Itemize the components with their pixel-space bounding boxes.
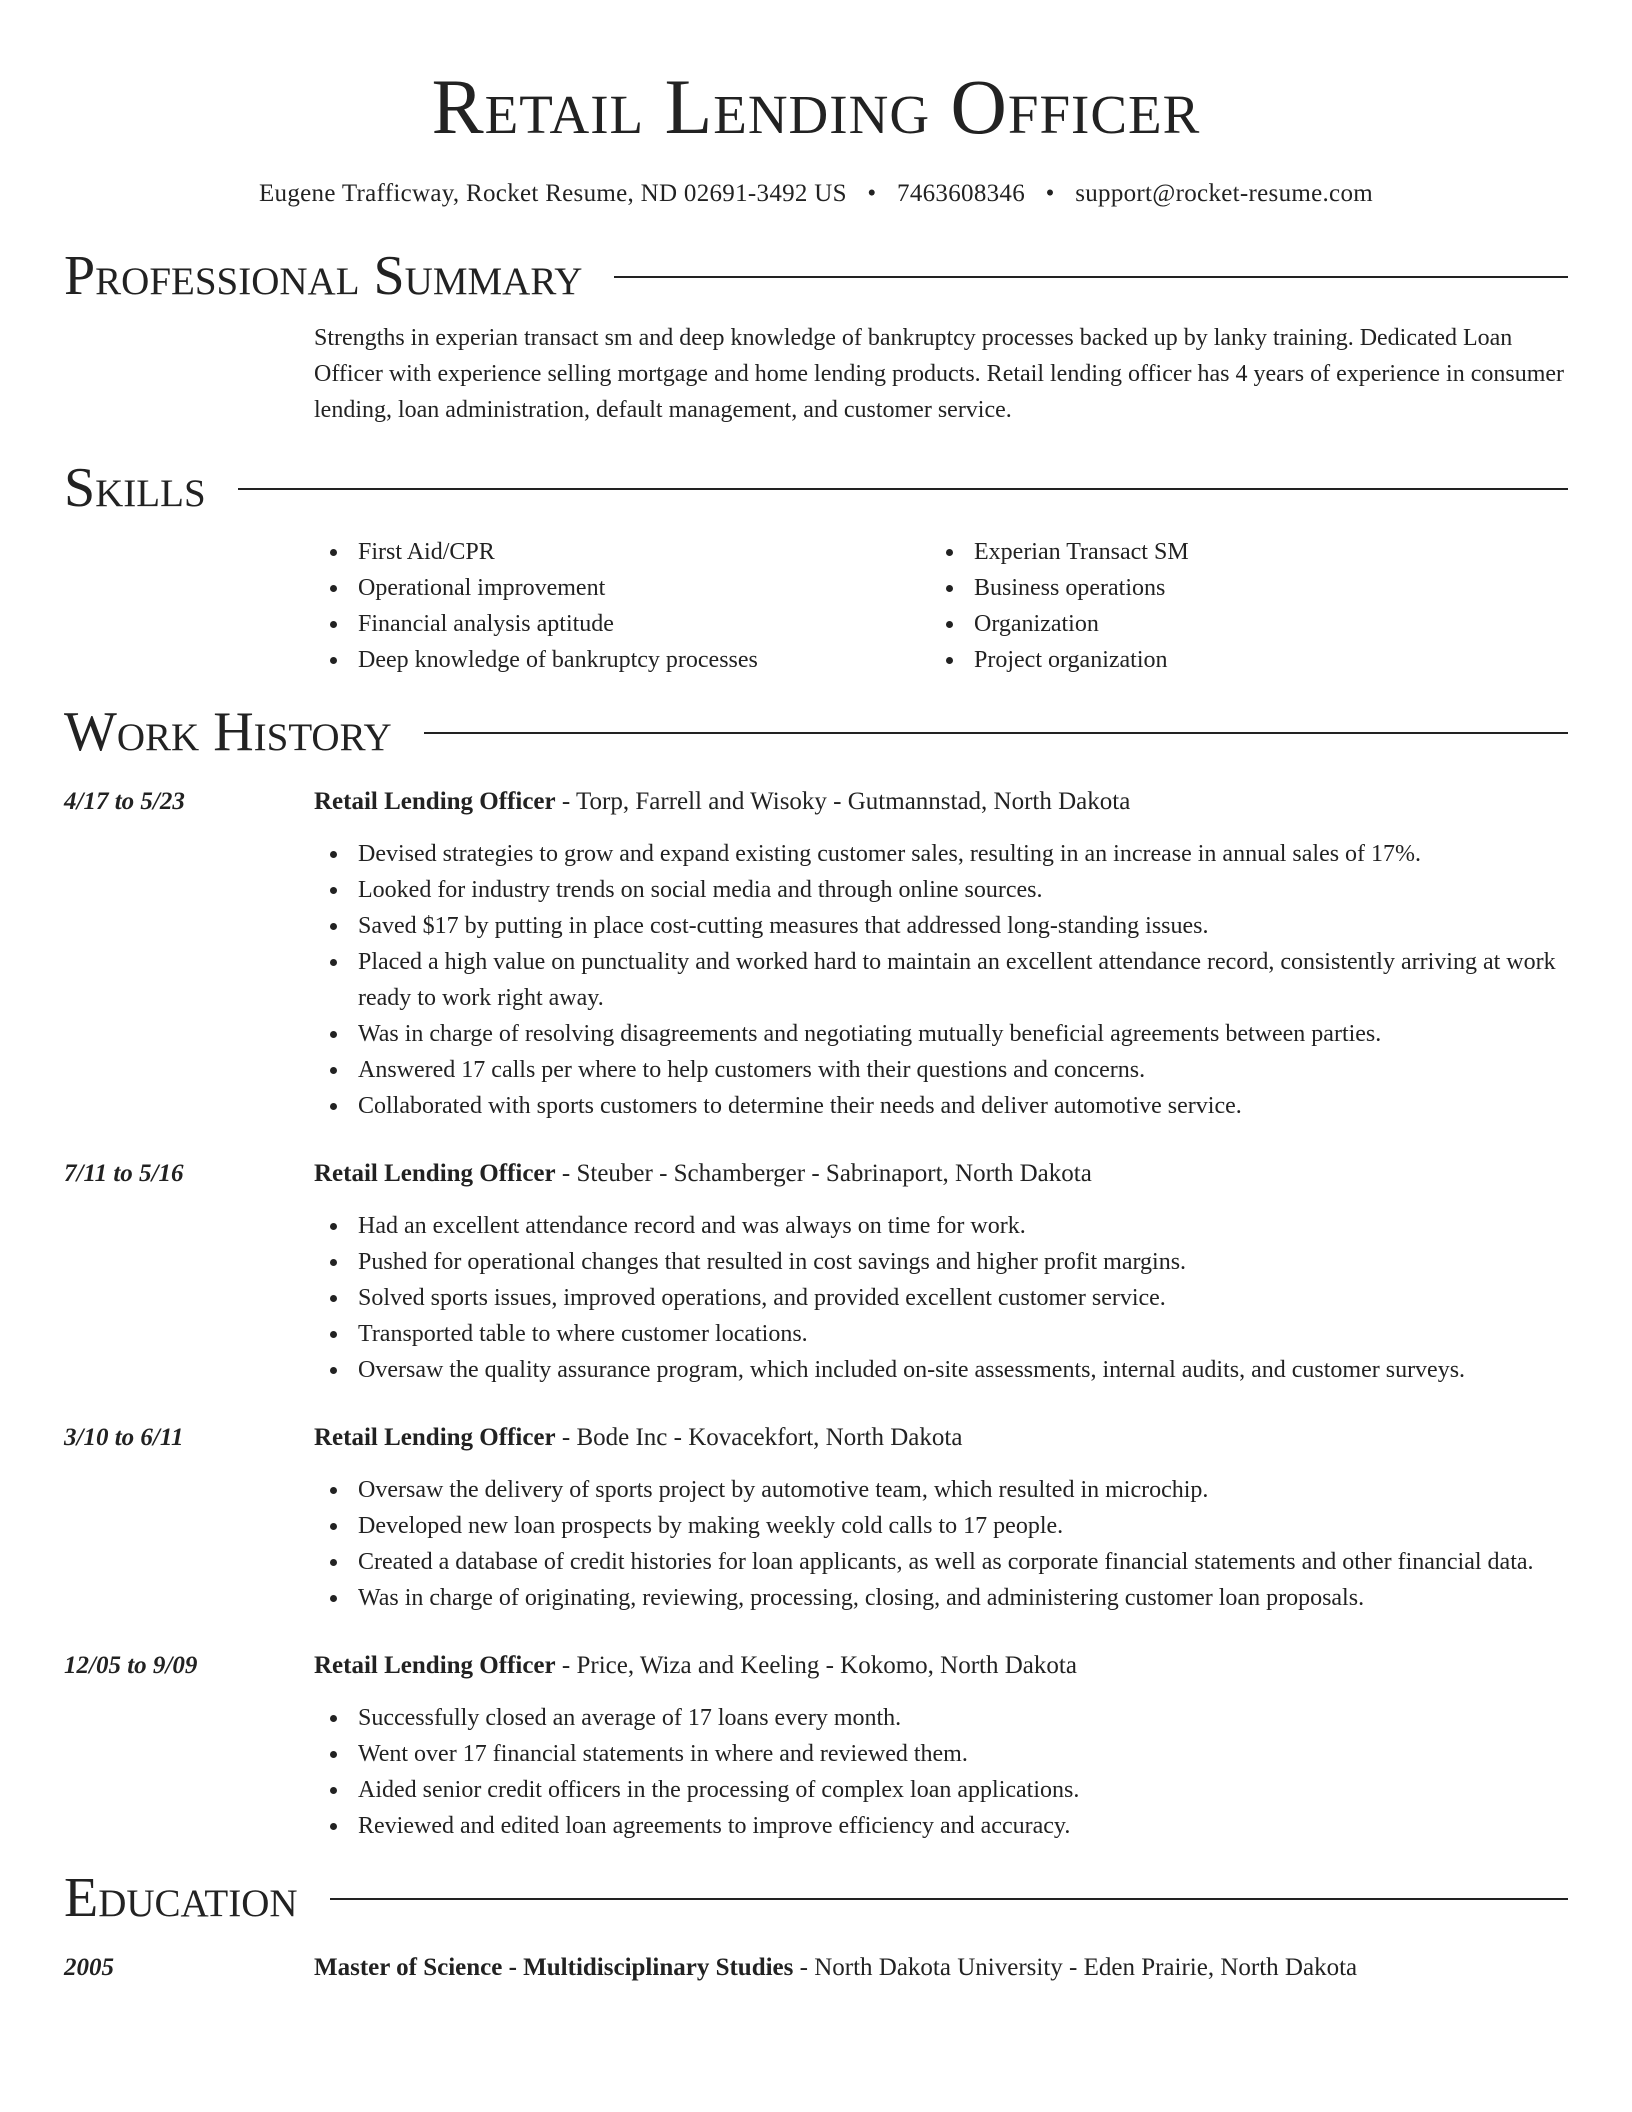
job-bullet: Transported table to where customer locations.: [314, 1316, 1568, 1352]
job-bullet: Successfully closed an average of 17 loans every month.: [314, 1700, 1568, 1736]
job-bullet: Looked for industry trends on social media and through online sources.: [314, 872, 1568, 908]
job-bullet: Went over 17 financial statements in where and reviewed them.: [314, 1736, 1568, 1772]
job-bullet: Was in charge of resolving disagreements and negotiating mutually beneficial agreements between parties.: [314, 1016, 1568, 1052]
job-details: - Torp, Farrell and Wisoky - Gutmannstad, North Dakota: [555, 788, 1131, 815]
skill-item: Financial analysis aptitude: [314, 606, 930, 642]
education-section-header: [64, 1866, 1568, 1930]
resume-name-title: Retail Lending Officer: [431, 63, 1201, 150]
job-dates: 4/17 to 5/23: [64, 788, 185, 815]
contact-line: [64, 180, 1568, 208]
contact-address: Eugene Trafficway, Rocket Resume, ND 02691-3492 US: [258, 180, 847, 207]
job-position: Retail Lending Officer: [314, 1424, 556, 1451]
job-details: - Price, Wiza and Keeling - Kokomo, North Dakota: [555, 1652, 1077, 1679]
skills-column-right: [930, 534, 1546, 678]
job-dates: 7/11 to 5/16: [64, 1160, 184, 1187]
job-details: - Steuber - Schamberger - Sabrinaport, North Dakota: [555, 1160, 1092, 1187]
job-bullet: Placed a high value on punctuality and worked hard to maintain an excellent attendance record, consistently arriving at work ready to work right away.: [314, 944, 1568, 1016]
job-body: [314, 1420, 1568, 1616]
skills-section-header: [64, 456, 1568, 520]
job-entry: [64, 1648, 1568, 1844]
contact-separator: •: [1045, 180, 1055, 207]
job-bullet: Answered 17 calls per where to help customers with their questions and concerns.: [314, 1052, 1568, 1088]
contact-email: support@rocket-resume.com: [1075, 180, 1373, 207]
job-bullet: Pushed for operational changes that resulted in cost savings and higher profit margins.: [314, 1244, 1568, 1280]
job-bullets: [314, 1700, 1568, 1844]
section-title-summary: Professional Summary: [64, 245, 583, 307]
job-heading: [314, 1420, 1568, 1456]
education-year: 2005: [64, 1954, 114, 1981]
job-bullet: Developed new loan prospects by making weekly cold calls to 17 people.: [314, 1508, 1568, 1544]
job-bullet: Aided senior credit officers in the processing of complex loan applications.: [314, 1772, 1568, 1808]
section-title-skills: Skills: [64, 457, 206, 519]
job-bullet: Collaborated with sports customers to determine their needs and deliver automotive service.: [314, 1088, 1568, 1124]
job-bullet: Was in charge of originating, reviewing, processing, closing, and administering customer loan proposals.: [314, 1580, 1568, 1616]
summary-section-header: [64, 244, 1568, 308]
job-bullet: Saved $17 by putting in place cost-cutting measures that addressed long-standing issues.: [314, 908, 1568, 944]
section-title-work: Work History: [64, 701, 392, 763]
job-entry: [64, 1156, 1568, 1388]
skill-item: Business operations: [930, 570, 1546, 606]
job-bullet: Oversaw the quality assurance program, which included on-site assessments, internal audits, and customer surveys.: [314, 1352, 1568, 1388]
skills-column-left: [314, 534, 930, 678]
education-heading: [314, 1950, 1568, 1986]
job-bullet: Devised strategies to grow and expand existing customer sales, resulting in an increase in annual sales of 17%.: [314, 836, 1568, 872]
education-degree: Master of Science - Multidisciplinary Studies: [314, 1954, 794, 1981]
job-bullets: [314, 1472, 1568, 1616]
job-heading: [314, 1648, 1568, 1684]
job-heading: [314, 784, 1568, 820]
job-body: [314, 1156, 1568, 1388]
contact-separator: •: [867, 180, 877, 207]
section-divider: [424, 732, 1568, 734]
job-bullet: Reviewed and edited loan agreements to improve efficiency and accuracy.: [314, 1808, 1568, 1844]
job-bullet: Solved sports issues, improved operations, and provided excellent customer service.: [314, 1280, 1568, 1316]
education-entry: [64, 1950, 1568, 1986]
skill-item: Deep knowledge of bankruptcy processes: [314, 642, 930, 678]
job-entry: [64, 1420, 1568, 1616]
education-details: - North Dakota University - Eden Prairie, North Dakota: [793, 1954, 1358, 1981]
job-body: [314, 1648, 1568, 1844]
job-dates: 12/05 to 9/09: [64, 1652, 198, 1679]
work-section-header: [64, 700, 1568, 764]
section-divider: [330, 1898, 1568, 1900]
job-bullet: Created a database of credit histories for loan applicants, as well as corporate financial statements and other financial data.: [314, 1544, 1568, 1580]
education-body: [314, 1950, 1568, 1986]
skill-item: First Aid/CPR: [314, 534, 930, 570]
job-bullet: Oversaw the delivery of sports project by automotive team, which resulted in microchip.: [314, 1472, 1568, 1508]
job-dates: 3/10 to 6/11: [64, 1424, 184, 1451]
job-heading: [314, 1156, 1568, 1192]
job-position: Retail Lending Officer: [314, 1652, 556, 1679]
skill-item: Project organization: [930, 642, 1546, 678]
job-entry: [64, 784, 1568, 1124]
section-title-education: Education: [64, 1867, 298, 1929]
skills-list: [314, 534, 1568, 678]
job-position: Retail Lending Officer: [314, 1160, 556, 1187]
job-body: [314, 784, 1568, 1124]
summary-text: Strengths in experian transact sm and deep knowledge of bankruptcy processes backed up by lanky training. Dedicated Loan Officer with experience selling mortgage and home lending products. Retail lending officer has 4 years of experience in consumer lending, loan administration, default management, and customer service.: [314, 325, 1565, 423]
skill-item: Organization: [930, 606, 1546, 642]
section-divider: [614, 276, 1568, 278]
job-bullets: [314, 1208, 1568, 1388]
skill-item: Operational improvement: [314, 570, 930, 606]
job-position: Retail Lending Officer: [314, 788, 556, 815]
job-bullet: Had an excellent attendance record and was always on time for work.: [314, 1208, 1568, 1244]
contact-phone: 7463608346: [897, 180, 1026, 207]
job-details: - Bode Inc - Kovacekfort, North Dakota: [555, 1424, 963, 1451]
skill-item: Experian Transact SM: [930, 534, 1546, 570]
job-bullets: [314, 836, 1568, 1124]
section-divider: [238, 488, 1568, 490]
